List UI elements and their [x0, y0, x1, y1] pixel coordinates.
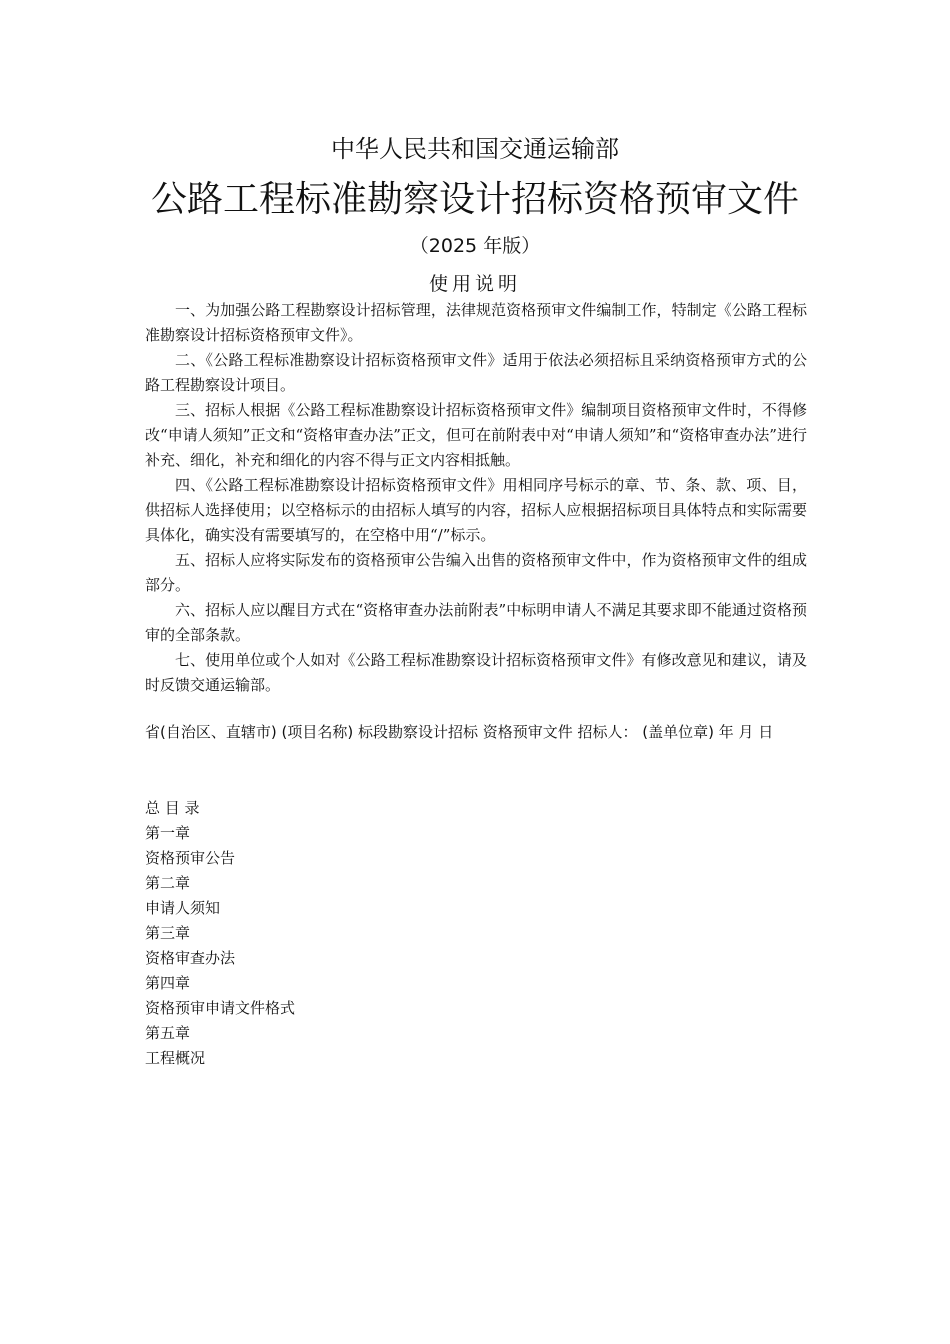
table-of-contents [145, 796, 807, 1071]
toc-entry: 资格预审申请文件格式 [145, 999, 296, 1017]
toc-entry: 第一章 [145, 824, 191, 842]
instructions-body [145, 298, 807, 698]
edition-label: （2025 年版） [409, 235, 541, 257]
toc-entry: 第二章 [145, 874, 191, 892]
instruction-paragraph-3: 三、招标人根据《公路工程标准勘察设计招标资格预审文件》编制项目资格预审文件时，不得修改“申请人须知”正文和“资格审查办法”正文，但可在前附表中对“申请人须知”和“资格审查办法”进行补充、细化，补充和细化的内容不得与正文内容相抵触。 [145, 401, 807, 469]
instruction-paragraph-1: 一、为加强公路工程勘察设计招标管理，法律规范资格预审文件编制工作，特制定《公路工程标准勘察设计招标资格预审文件》。 [145, 301, 807, 344]
toc-entry: 申请人须知 [145, 899, 221, 917]
cover-info-line: 省(自治区、直辖市) (项目名称) 标段勘察设计招标 资格预审文件 招标人： (盖单位章) 年 月 日 [145, 723, 774, 741]
toc-entry: 资格预审公告 [145, 849, 236, 867]
document-title: 公路工程标准勘察设计招标资格预审文件 [150, 179, 799, 220]
toc-entry: 工程概况 [145, 1049, 206, 1067]
toc-entry: 第三章 [145, 924, 191, 942]
toc-entry: 第四章 [145, 974, 191, 992]
issuer-name: 中华人民共和国交通运输部 [331, 135, 619, 163]
toc-entry: 第五章 [145, 1024, 191, 1042]
instruction-paragraph-6: 六、招标人应以醒目方式在“资格审查办法前附表”中标明申请人不满足其要求即不能通过资格预审的全部条款。 [145, 601, 807, 644]
instructions-heading: 使用说明 [428, 273, 521, 295]
instruction-paragraph-2: 二、《公路工程标准勘察设计招标资格预审文件》适用于依法必须招标且采纳资格预审方式的公路工程勘察设计项目。 [145, 351, 807, 394]
toc-entry: 资格审查办法 [145, 949, 236, 967]
instruction-paragraph-7: 七、使用单位或个人如对《公路工程标准勘察设计招标资格预审文件》有修改意见和建议，请及时反馈交通运输部。 [145, 651, 807, 694]
instruction-paragraph-5: 五、招标人应将实际发布的资格预审公告编入出售的资格预审文件中，作为资格预审文件的组成部分。 [145, 551, 807, 594]
instruction-paragraph-4: 四、《公路工程标准勘察设计招标资格预审文件》用相同序号标示的章、节、条、款、项、目，供招标人选择使用；以空格标示的由招标人填写的内容，招标人应根据招标项目具体特点和实际需要具体化，确实没有需要填写的，在空格中用“/”标示。 [145, 476, 807, 544]
toc-heading: 总 目 录 [145, 799, 200, 817]
